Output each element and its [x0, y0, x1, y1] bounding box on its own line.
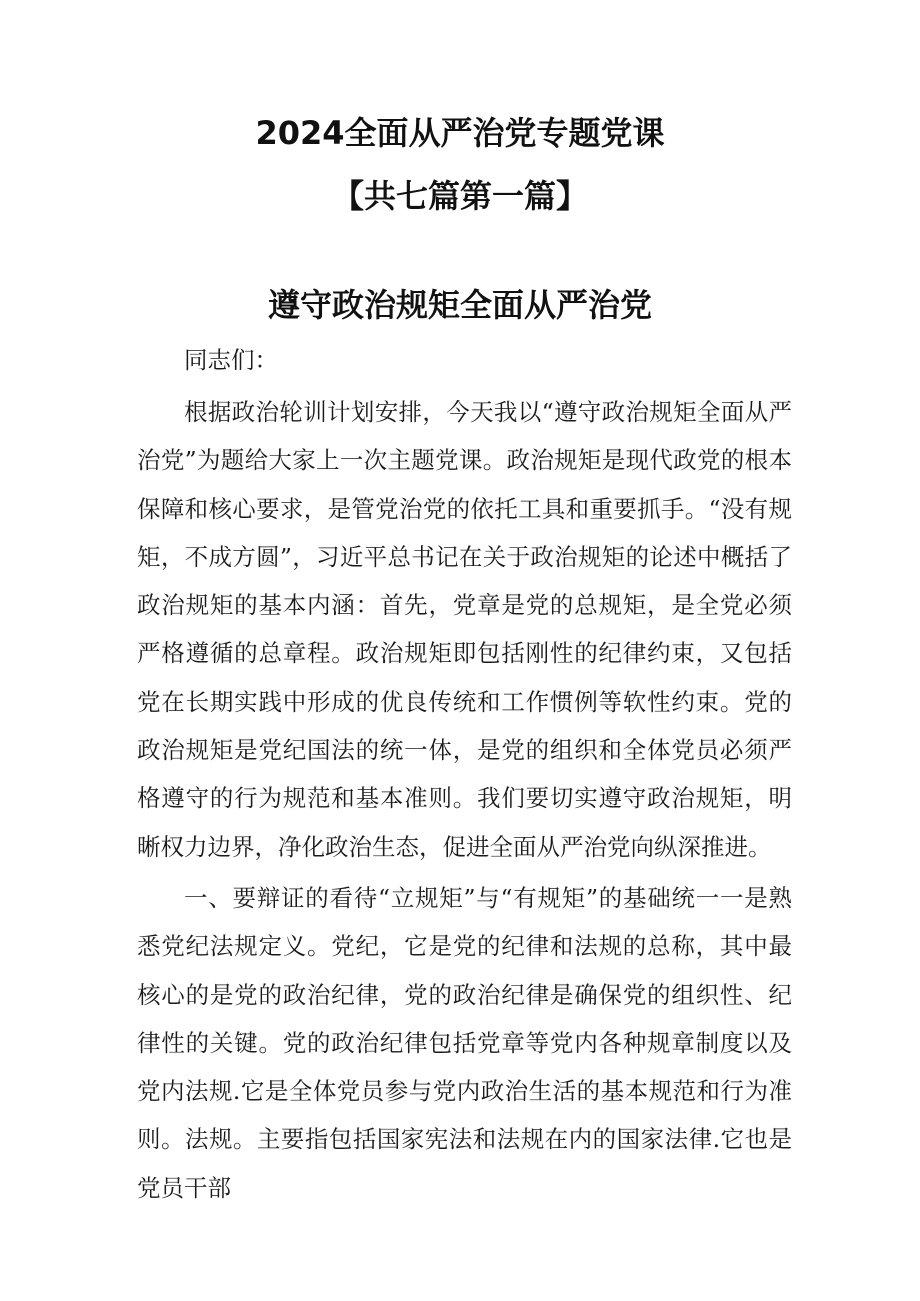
greeting: 同志们： — [184, 346, 278, 374]
document-title: 2024全面从严治党专题党课 — [255, 114, 665, 152]
body-paragraph: 根据政治轮训计划安排，今天我以“遵守政治规矩全面从严治党”为题给大家上一次主题党课。政治规矩是现代政党的根本保障和核心要求，是管党治党的依托工具和重要抓手。“没有规矩，不成方圆”，习近平总书记在关于政治规矩的论述中概括了政治规矩的基本内涵：首先，党章是党的总规矩，是全党必须严格遵循的总章程。政治规矩即包括刚性的纪律约束，又包括党在长期实践中形成的优良传统和工作惯例等软性约束。党的政治规矩是党纪国法的统一体，是党的组织和全体党员必须严格遵守的行为规范和基本准则。我们要切实遵守政治规矩，明晰权力边界，净化政治生态，促进全面从严治党向纵深推进。 — [137, 398, 792, 861]
document-subtitle-series: 【共七篇第一篇】 — [331, 177, 588, 215]
body-paragraph: 一、要辩证的看待“立规矩”与“有规矩”的基础统一一是熟悉党纪法规定义。党纪，它是党的纪律和法规的总称，其中最核心的是党的政治纪律，党的政治纪律是确保党的组织性、纪律性的关键。党的政治纪律包括党章等党内各种规章制度以及党内法规.它是全体党员参与党内政治生活的基本规范和行为准则。法规。主要指包括国家宪法和法规在内的国家法律.它也是党员干部 — [137, 884, 792, 1202]
document-subtitle-topic: 遵守政治规矩全面从严治党 — [267, 286, 652, 324]
